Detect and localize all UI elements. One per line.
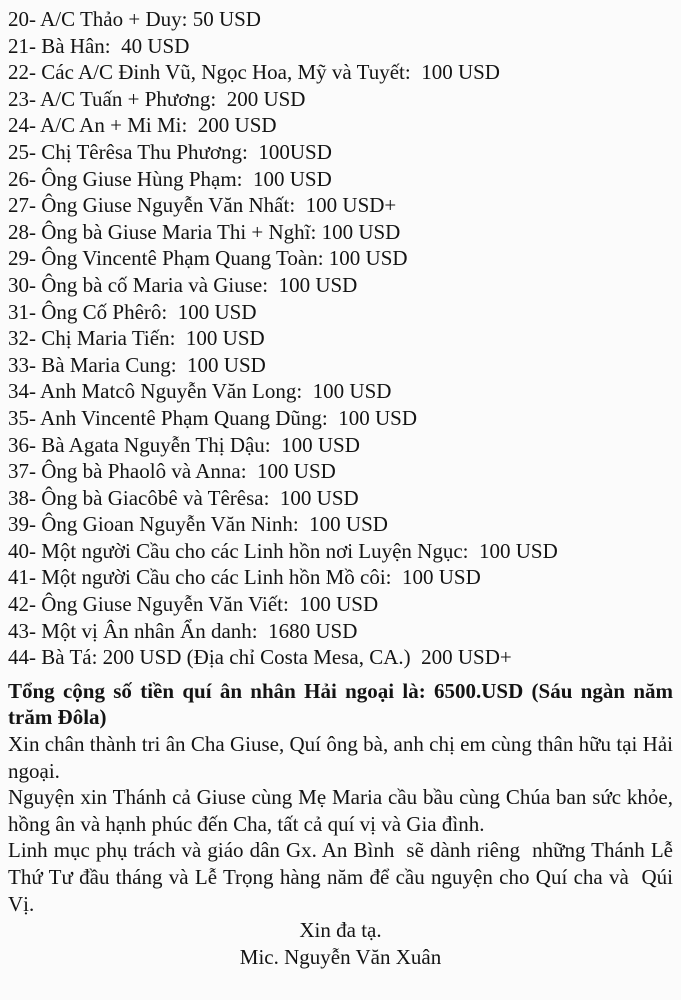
donor-line: 33- Bà Maria Cung: 100 USD xyxy=(8,352,266,377)
donor-line: 39- Ông Gioan Nguyễn Văn Ninh: 100 USD xyxy=(8,512,388,537)
donor-line: 31- Ông Cố Phêrô: 100 USD xyxy=(8,299,257,324)
donor-list xyxy=(8,6,673,671)
paragraph-thanks: Xin chân thành tri ân Cha Giuse, Quí ông bà, anh chị em cùng thân hữu tại Hải ngoại. xyxy=(8,732,679,783)
paragraph-mass-dedication: Linh mục phụ trách và giáo dân Gx. An Bình sẽ dành riêng những Thánh Lễ Thứ Tư đầu tháng và Lễ Trọng hàng năm để cầu nguyện cho Quí cha và Qúi Vị. xyxy=(8,838,678,916)
signature-line: Mic. Nguyễn Văn Xuân xyxy=(239,944,442,969)
donor-line: 29- Ông Vincentê Phạm Quang Toàn: 100 USD xyxy=(8,246,408,271)
donor-line: 26- Ông Giuse Hùng Phạm: 100 USD xyxy=(8,166,332,191)
donor-line: 40- Một người Cầu cho các Linh hồn nơi Luyện Ngục: 100 USD xyxy=(8,538,558,563)
donor-line: 24- A/C An + Mi Mi: 200 USD xyxy=(8,113,277,138)
donor-line: 25- Chị Têrêsa Thu Phương: 100USD xyxy=(8,139,332,164)
donor-line: 37- Ông bà Phaolô và Anna: 100 USD xyxy=(8,459,336,484)
donor-line: 36- Bà Agata Nguyễn Thị Dậu: 100 USD xyxy=(8,432,360,457)
donor-line: 44- Bà Tá: 200 USD (Địa chỉ Costa Mesa, CA.) 200 USD+ xyxy=(8,645,512,670)
donor-line: 22- Các A/C Đinh Vũ, Ngọc Hoa, Mỹ và Tuyết: 100 USD xyxy=(8,60,500,85)
donor-line: 38- Ông bà Giacôbê và Têrêsa: 100 USD xyxy=(8,485,359,510)
donor-line: 35- Anh Vincentê Phạm Quang Dũng: 100 USD xyxy=(8,405,417,430)
total-summary-line: Tổng cộng số tiền quí ân nhân Hải ngoại là: 6500.USD (Sáu ngàn năm trăm Đôla) xyxy=(8,678,679,730)
donor-line: 20- A/C Thảo + Duy: 50 USD xyxy=(8,7,261,31)
donor-line: 27- Ông Giuse Nguyễn Văn Nhất: 100 USD+ xyxy=(8,193,397,218)
donor-line: 43- Một vị Ân nhân Ẩn danh: 1680 USD xyxy=(8,618,358,643)
donor-line: 42- Ông Giuse Nguyễn Văn Viết: 100 USD xyxy=(8,592,379,617)
donor-line: 30- Ông bà cố Maria và Giuse: 100 USD xyxy=(8,272,358,297)
donor-line: 21- Bà Hân: 40 USD xyxy=(8,33,190,58)
donor-line: 34- Anh Matcô Nguyễn Văn Long: 100 USD xyxy=(8,379,392,404)
donor-line: 23- A/C Tuấn + Phương: 200 USD xyxy=(8,86,306,111)
donor-line: 32- Chị Maria Tiến: 100 USD xyxy=(8,326,265,351)
donor-line: 41- Một người Cầu cho các Linh hồn Mồ côi: 100 USD xyxy=(8,565,481,590)
closing-line: Xin đa tạ. xyxy=(299,918,382,943)
paragraph-prayer: Nguyện xin Thánh cả Giuse cùng Mẹ Maria cầu bầu cùng Chúa ban sức khỏe, hồng ân và hạnh phúc đến Cha, tất cả quí vị và Gia đình. xyxy=(8,785,679,836)
donor-line: 28- Ông bà Giuse Maria Thi + Nghĩ: 100 USD xyxy=(8,219,401,244)
